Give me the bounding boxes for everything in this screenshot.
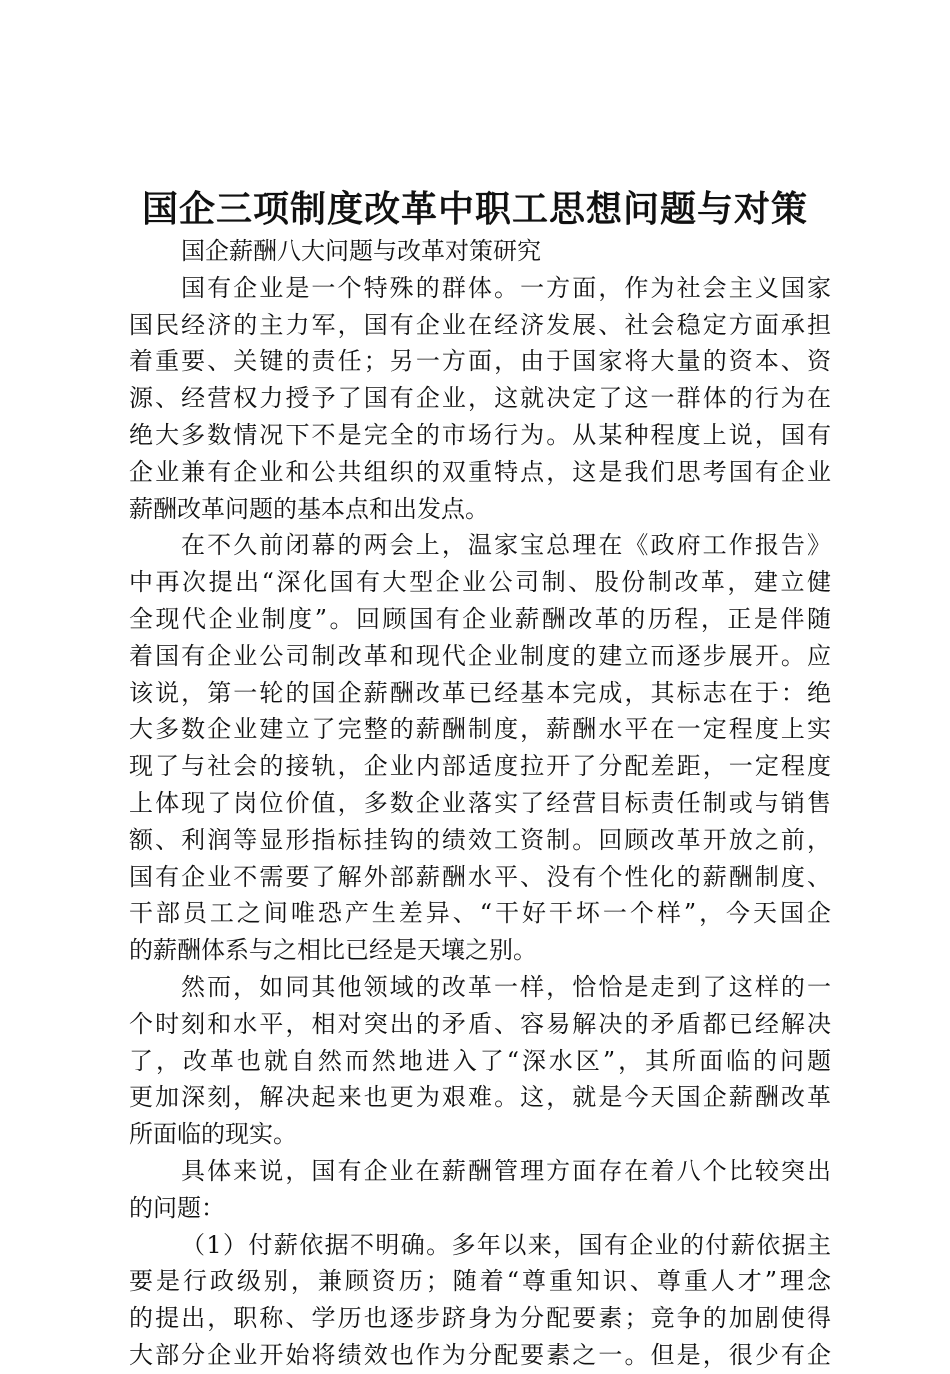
text-line: 源、经营权力授予了国有企业，这就决定了这一群体的行为在 [129, 384, 831, 413]
text-line: 干部员工之间唯恐产生差异、“干好干坏一个样”，今天国企 [129, 899, 831, 928]
text-line: （1）付薪依据不明确。多年以来，国有企业的付薪依据主 [181, 1230, 831, 1259]
text-line: 所面临的现实。 [129, 1120, 297, 1149]
text-line: 在不久前闭幕的两会上，温家宝总理在《政府工作报告》 [181, 531, 831, 560]
text-line: 国有企业是一个特殊的群体。一方面，作为社会主义国家 [181, 273, 831, 302]
text-line: 上体现了岗位价值，多数企业落实了经营目标责任制或与销售 [129, 788, 831, 817]
text-line: 绝大多数情况下不是完全的市场行为。从某种程度上说，国有 [129, 420, 831, 449]
text-line: 额、利润等显形指标挂钩的绩效工资制。回顾改革开放之前， [129, 825, 831, 854]
text-line: 企业兼有企业和公共组织的双重特点，这是我们思考国有企业 [129, 457, 831, 486]
text-line: 现了与社会的接轨，企业内部适度拉开了分配差距，一定程度 [129, 752, 831, 781]
text-line: 全现代企业制度”。回顾国有企业薪酬改革的历程，正是伴随 [129, 604, 831, 633]
text-line: 要是行政级别，兼顾资历；随着“尊重知识、尊重人才”理念 [129, 1267, 831, 1296]
text-line: 大部分企业开始将绩效也作为分配要素之一。但是，很少有企 [129, 1340, 831, 1369]
text-line: 了，改革也就自然而然地进入了“深水区”，其所面临的问题 [129, 1046, 831, 1075]
text-line: 然而，如同其他领域的改革一样，恰恰是走到了这样的一 [181, 972, 831, 1001]
text-line: 该说，第一轮的国企薪酬改革已经基本完成，其标志在于：绝 [129, 678, 831, 707]
text-line: 国有企业不需要了解外部薪酬水平、没有个性化的薪酬制度、 [129, 862, 831, 891]
text-line: 个时刻和水平，相对突出的矛盾、容易解决的矛盾都已经解决 [129, 1009, 831, 1038]
text-line: 国企薪酬八大问题与改革对策研究 [181, 237, 541, 265]
text-line: 更加深刻，解决起来也更为艰难。这，就是今天国企薪酬改革 [129, 1083, 831, 1112]
text-line: 具体来说，国有企业在薪酬管理方面存在着八个比较突出 [181, 1156, 831, 1185]
text-line: 的薪酬体系与之相比已经是天壤之别。 [129, 936, 537, 965]
text-line: 的提出，职称、学历也逐步跻身为分配要素；竞争的加剧使得 [129, 1304, 831, 1333]
text-line: 着重要、关键的责任；另一方面，由于国家将大量的资本、资 [129, 347, 831, 376]
text-line: 的问题： [129, 1193, 225, 1222]
document-title: 国企三项制度改革中职工思想问题与对策 [141, 188, 808, 230]
text-line: 国民经济的主力军，国有企业在经济发展、社会稳定方面承担 [129, 310, 831, 339]
text-line: 大多数企业建立了完整的薪酬制度，薪酬水平在一定程度上实 [129, 715, 831, 744]
document-body [129, 233, 831, 1374]
text-line: 薪酬改革问题的基本点和出发点。 [129, 494, 489, 523]
text-line: 中再次提出“深化国有大型企业公司制、股份制改革，建立健 [129, 568, 831, 597]
text-line: 着国有企业公司制改革和现代企业制度的建立而逐步展开。应 [129, 641, 831, 670]
